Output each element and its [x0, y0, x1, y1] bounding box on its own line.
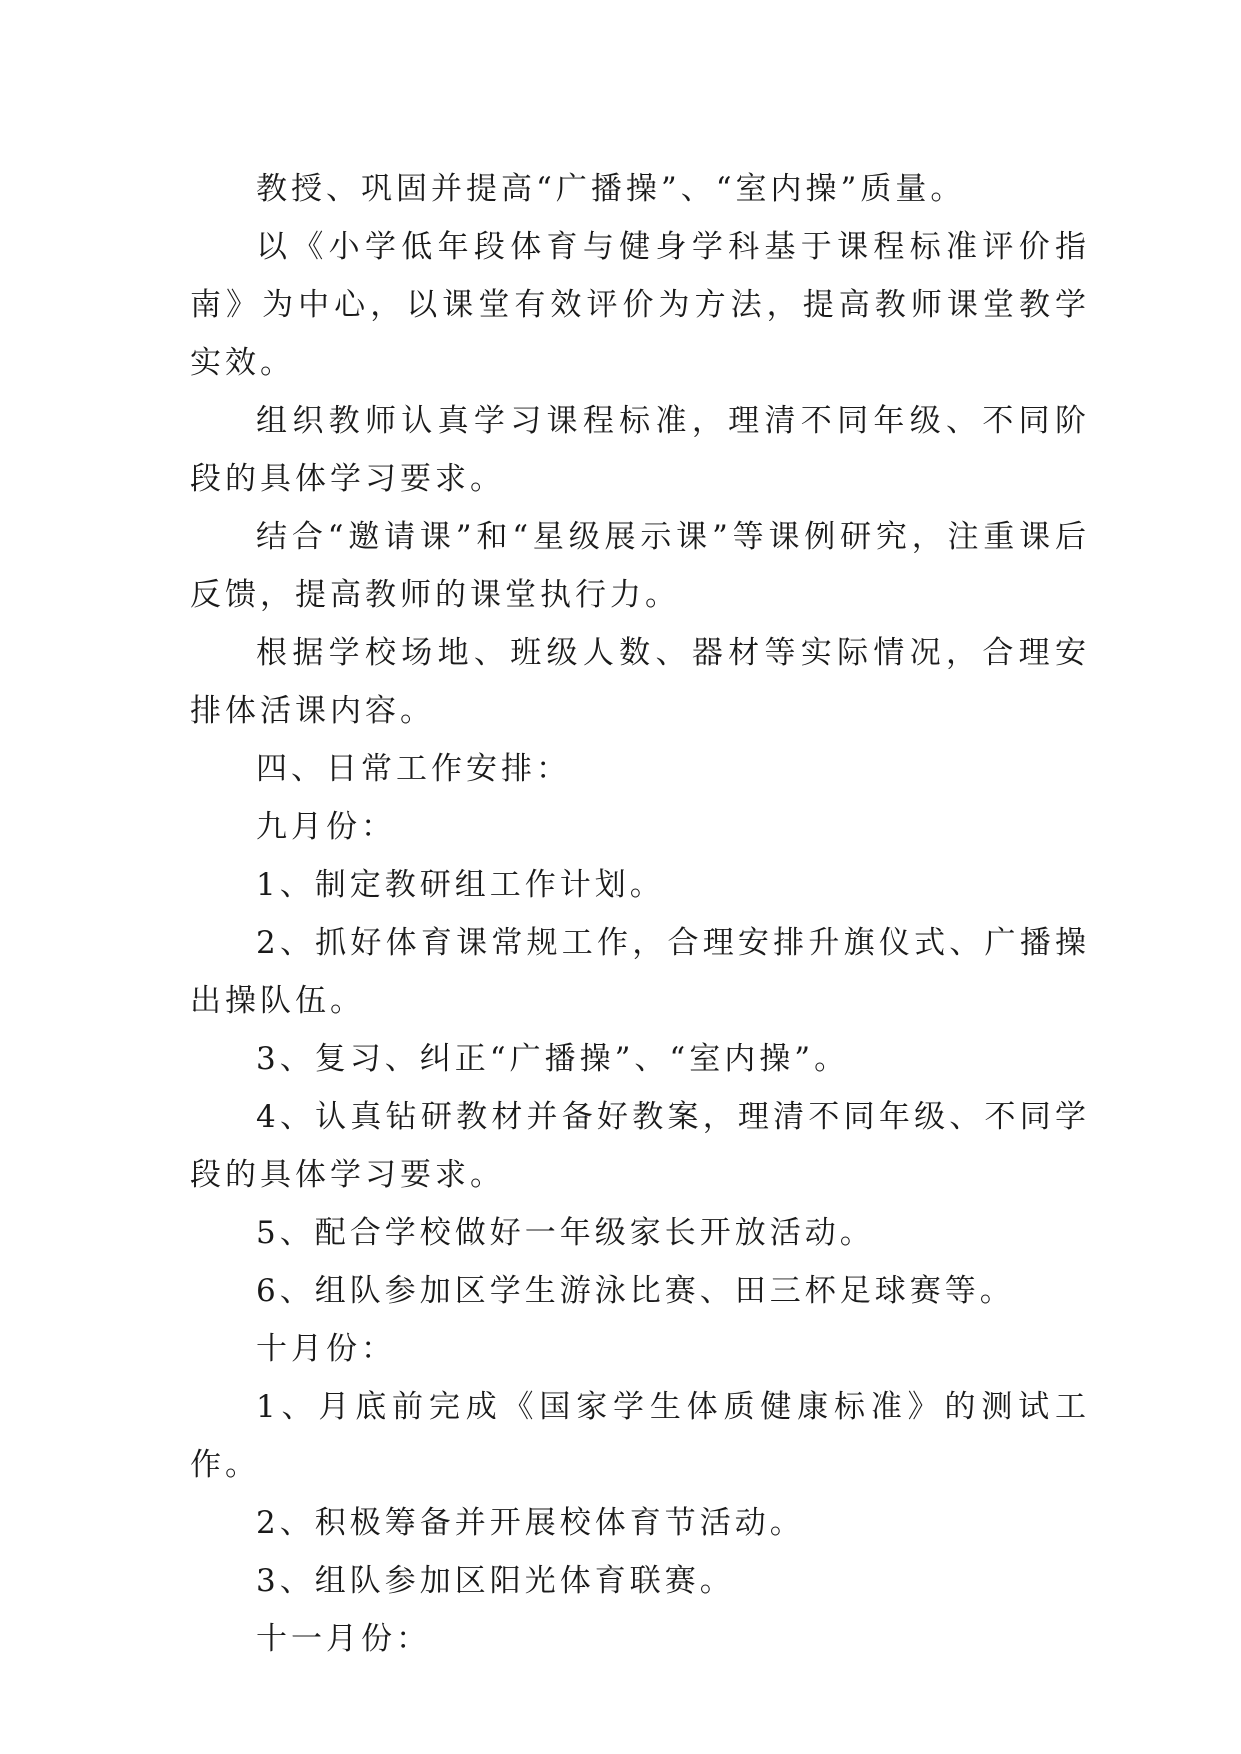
section-heading: 四、日常工作安排： — [256, 751, 571, 787]
paragraph: 教授、巩固并提高“广播操”、“室内操”质量。 — [256, 171, 966, 207]
list-item: 2、积极筹备并开展校体育节活动。 — [256, 1505, 805, 1541]
month-heading: 九月份： — [256, 809, 396, 845]
paragraph: 根据学校场地、班级人数、器材等实际情况，合理安排体活课内容。 — [190, 635, 1090, 729]
document-body — [190, 160, 1090, 1668]
paragraph: 组织教师认真学习课程标准，理清不同年级、不同阶段的具体学习要求。 — [190, 403, 1090, 497]
list-item: 2、抓好体育课常规工作，合理安排升旗仪式、广播操出操队伍。 — [190, 925, 1090, 1019]
month-heading: 十月份： — [256, 1331, 396, 1367]
list-item: 1、月底前完成《国家学生体质健康标准》的测试工作。 — [190, 1389, 1090, 1483]
list-item: 3、组队参加区阳光体育联赛。 — [256, 1563, 735, 1599]
month-heading: 十一月份： — [256, 1621, 431, 1657]
list-item: 1、制定教研组工作计划。 — [256, 867, 665, 903]
list-item: 4、认真钻研教材并备好教案，理清不同年级、不同学段的具体学习要求。 — [190, 1099, 1090, 1193]
list-item: 6、组队参加区学生游泳比赛、田三杯足球赛等。 — [256, 1273, 1015, 1309]
list-item: 3、复习、纠正“广播操”、“室内操”。 — [256, 1041, 850, 1077]
paragraph: 以《小学低年段体育与健身学科基于课程标准评价指南》为中心，以课堂有效评价为方法，提高教师课堂教学实效。 — [190, 229, 1090, 381]
paragraph: 结合“邀请课”和“星级展示课”等课例研究，注重课后反馈，提高教师的课堂执行力。 — [190, 519, 1090, 613]
list-item: 5、配合学校做好一年级家长开放活动。 — [256, 1215, 875, 1251]
